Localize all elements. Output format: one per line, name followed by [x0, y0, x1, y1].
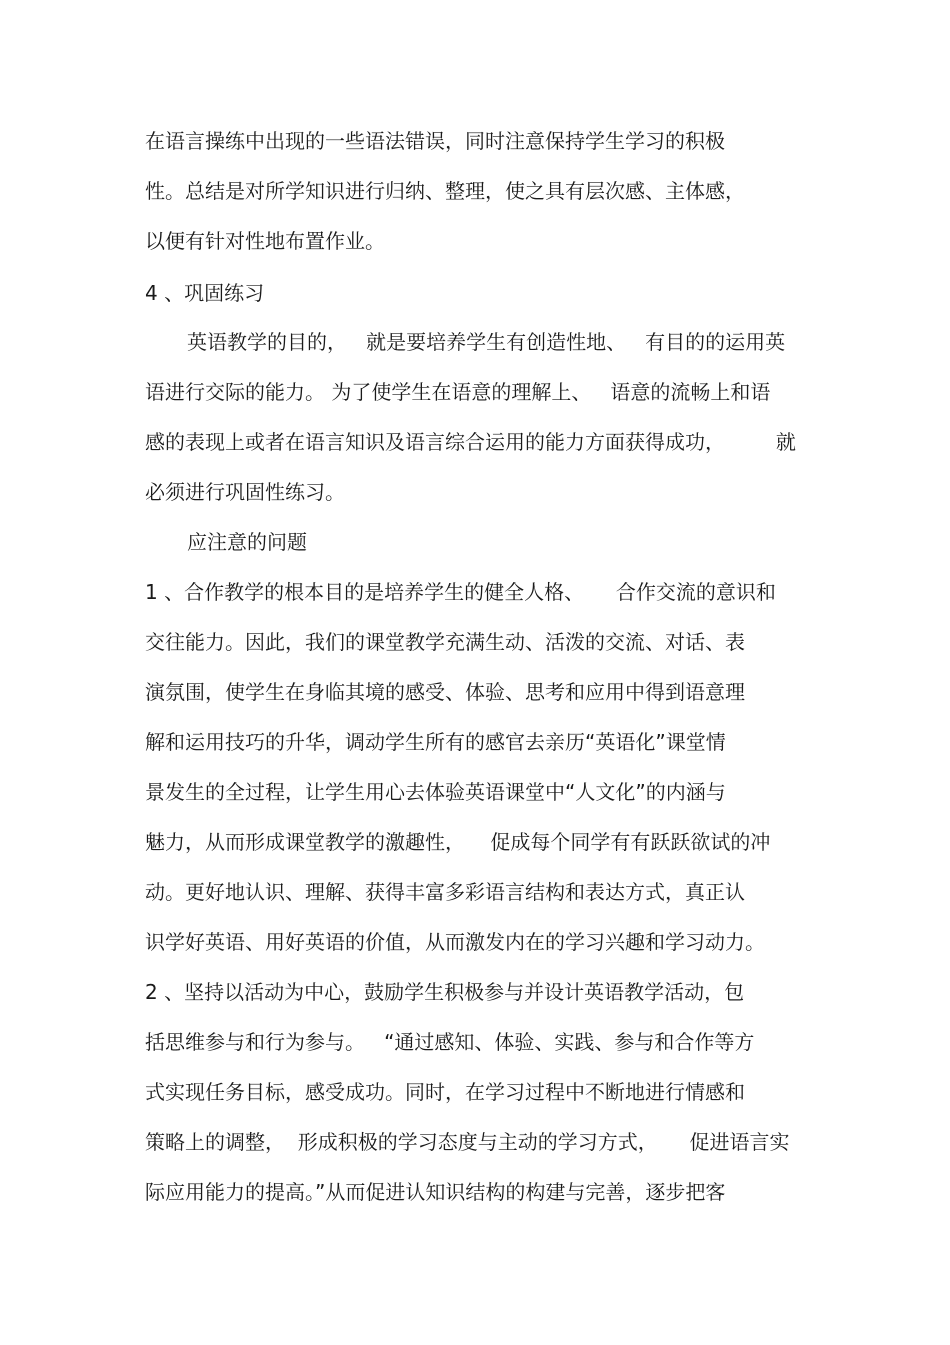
text-line: 演氛围，使学生在身临其境的感受、体验、思考和应用中得到语意理 — [145, 680, 745, 704]
text-line: 语进行交际的能力。 为了使学生在语意的理解上、 语意的流畅上和语 — [145, 380, 771, 404]
text-line: 英语教学的目的， 就是要培养学生有创造性地、 有目的的运用英 — [187, 330, 786, 354]
section-heading: 应注意的问题 — [187, 530, 307, 554]
text-line: 识学好英语、用好英语的价值，从而激发内在的学习兴趣和学习动力。 — [145, 930, 765, 954]
text-line: 交往能力。因此，我们的课堂教学充满生动、活泼的交流、对话、表 — [145, 630, 745, 654]
text-line: 在语言操练中出现的一些语法错误，同时注意保持学生学习的积极 — [145, 129, 725, 153]
text-line: 魅力，从而形成课堂教学的激趣性， 促成每个同学有有跃跃欲试的冲 — [145, 830, 771, 854]
text-line: 景发生的全过程，让学生用心去体验英语课堂中“人文化”的内涵与 — [145, 780, 726, 804]
text-line: 1 、合作教学的根本目的是培养学生的健全人格、 合作交流的意识和 — [145, 580, 776, 604]
text-line: 必须进行巩固性练习。 — [145, 480, 345, 504]
text-line: 2 、坚持以活动为中心，鼓励学生积极参与并设计英语教学活动，包 — [145, 980, 745, 1004]
section-heading: 4 、巩固练习 — [145, 281, 265, 305]
text-line: 感的表现上或者在语言知识及语言综合运用的能力方面获得成功， 就 — [145, 430, 796, 454]
text-line: 解和运用技巧的升华，调动学生所有的感官去亲历“英语化”课堂情 — [145, 730, 726, 754]
text-line: 动。更好地认识、理解、获得丰富多彩语言结构和表达方式，真正认 — [145, 880, 745, 904]
text-line: 策略上的调整， 形成积极的学习态度与主动的学习方式， 促进语言实 — [145, 1130, 790, 1154]
text-line: 括思维参与和行为参与。 “通过感知、体验、实践、参与和合作等方 — [145, 1030, 755, 1054]
text-line: 以便有针对性地布置作业。 — [145, 229, 385, 253]
text-line: 式实现任务目标，感受成功。同时，在学习过程中不断地进行情感和 — [145, 1080, 745, 1104]
text-line: 性。总结是对所学知识进行归纳、整理，使之具有层次感、主体感， — [145, 179, 745, 203]
text-line: 际应用能力的提高。”从而促进认知识结构的构建与完善，逐步把客 — [145, 1180, 726, 1204]
